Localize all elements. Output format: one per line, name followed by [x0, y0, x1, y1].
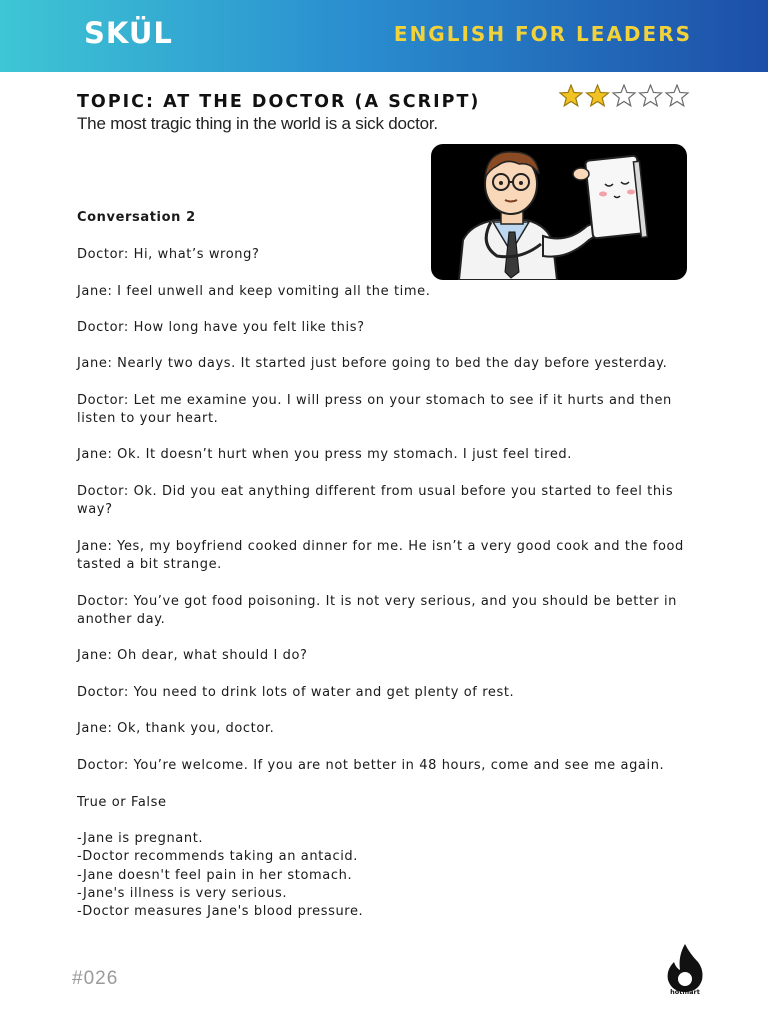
quiz-item: -Jane is pregnant. — [77, 831, 204, 846]
course-title: ENGLISH FOR LEADERS — [393, 22, 692, 46]
topic-title: TOPIC: AT THE DOCTOR (A SCRIPT) — [77, 92, 481, 112]
script-line: Jane: Ok, thank you, doctor. — [77, 721, 275, 736]
quiz-item: -Doctor recommends taking an antacid. — [77, 849, 358, 864]
star-empty-icon — [640, 85, 662, 106]
script-line: Jane: Ok. It doesn’t hurt when you press my stomach. I just feel tired. — [77, 447, 572, 462]
script-line: tasted a bit strange. — [77, 557, 222, 572]
script-line: Doctor: How long have you felt like this? — [77, 320, 365, 335]
script-line: another day. — [77, 612, 166, 627]
script-line: Jane: Nearly two days. It started just before going to bed the day before yesterday. — [77, 356, 668, 371]
star-filled-icon — [587, 85, 609, 106]
header-banner — [0, 0, 768, 72]
hotmart-label: hotmart — [670, 988, 700, 996]
page-code: #026 — [72, 968, 119, 989]
difficulty-rating — [559, 84, 691, 108]
doctor-illustration — [431, 144, 687, 280]
script-line: Doctor: You’ve got food poisoning. It is not very serious, and you should be better in — [77, 594, 677, 609]
script-line: Doctor: You need to drink lots of water and get plenty of rest. — [77, 685, 515, 700]
quiz-item: -Jane's illness is very serious. — [77, 886, 288, 901]
quiz-item: -Jane doesn't feel pain in her stomach. — [77, 868, 353, 883]
script-line: Jane: Yes, my boyfriend cooked dinner for me. He isn’t a very good cook and the food — [77, 539, 684, 554]
star-empty-icon — [613, 85, 635, 106]
script-line: listen to your heart. — [77, 411, 219, 426]
brand-logo-text: SKÜL — [84, 16, 173, 50]
script-line: Doctor: Let me examine you. I will press on your stomach to see if it hurts and then — [77, 393, 672, 408]
script-line: Doctor: Ok. Did you eat anything different from usual before you started to feel this — [77, 484, 674, 499]
script-line: way? — [77, 502, 113, 517]
topic-subtitle: The most tragic thing in the world is a sick doctor. — [77, 114, 438, 133]
script-line: Doctor: You’re welcome. If you are not better in 48 hours, come and see me again. — [77, 758, 665, 773]
doctor-examining-document-icon — [431, 144, 687, 280]
conversation-heading: Conversation 2 — [77, 210, 196, 225]
script-line: Jane: I feel unwell and keep vomiting all the time. — [77, 284, 431, 299]
script-line: Doctor: Hi, what’s wrong? — [77, 247, 260, 262]
star-empty-icon — [666, 85, 688, 106]
star-filled-icon — [560, 85, 582, 106]
script-line: Jane: Oh dear, what should I do? — [77, 648, 308, 663]
quiz-heading: True or False — [77, 795, 167, 810]
quiz-item: -Doctor measures Jane's blood pressure. — [77, 904, 364, 919]
